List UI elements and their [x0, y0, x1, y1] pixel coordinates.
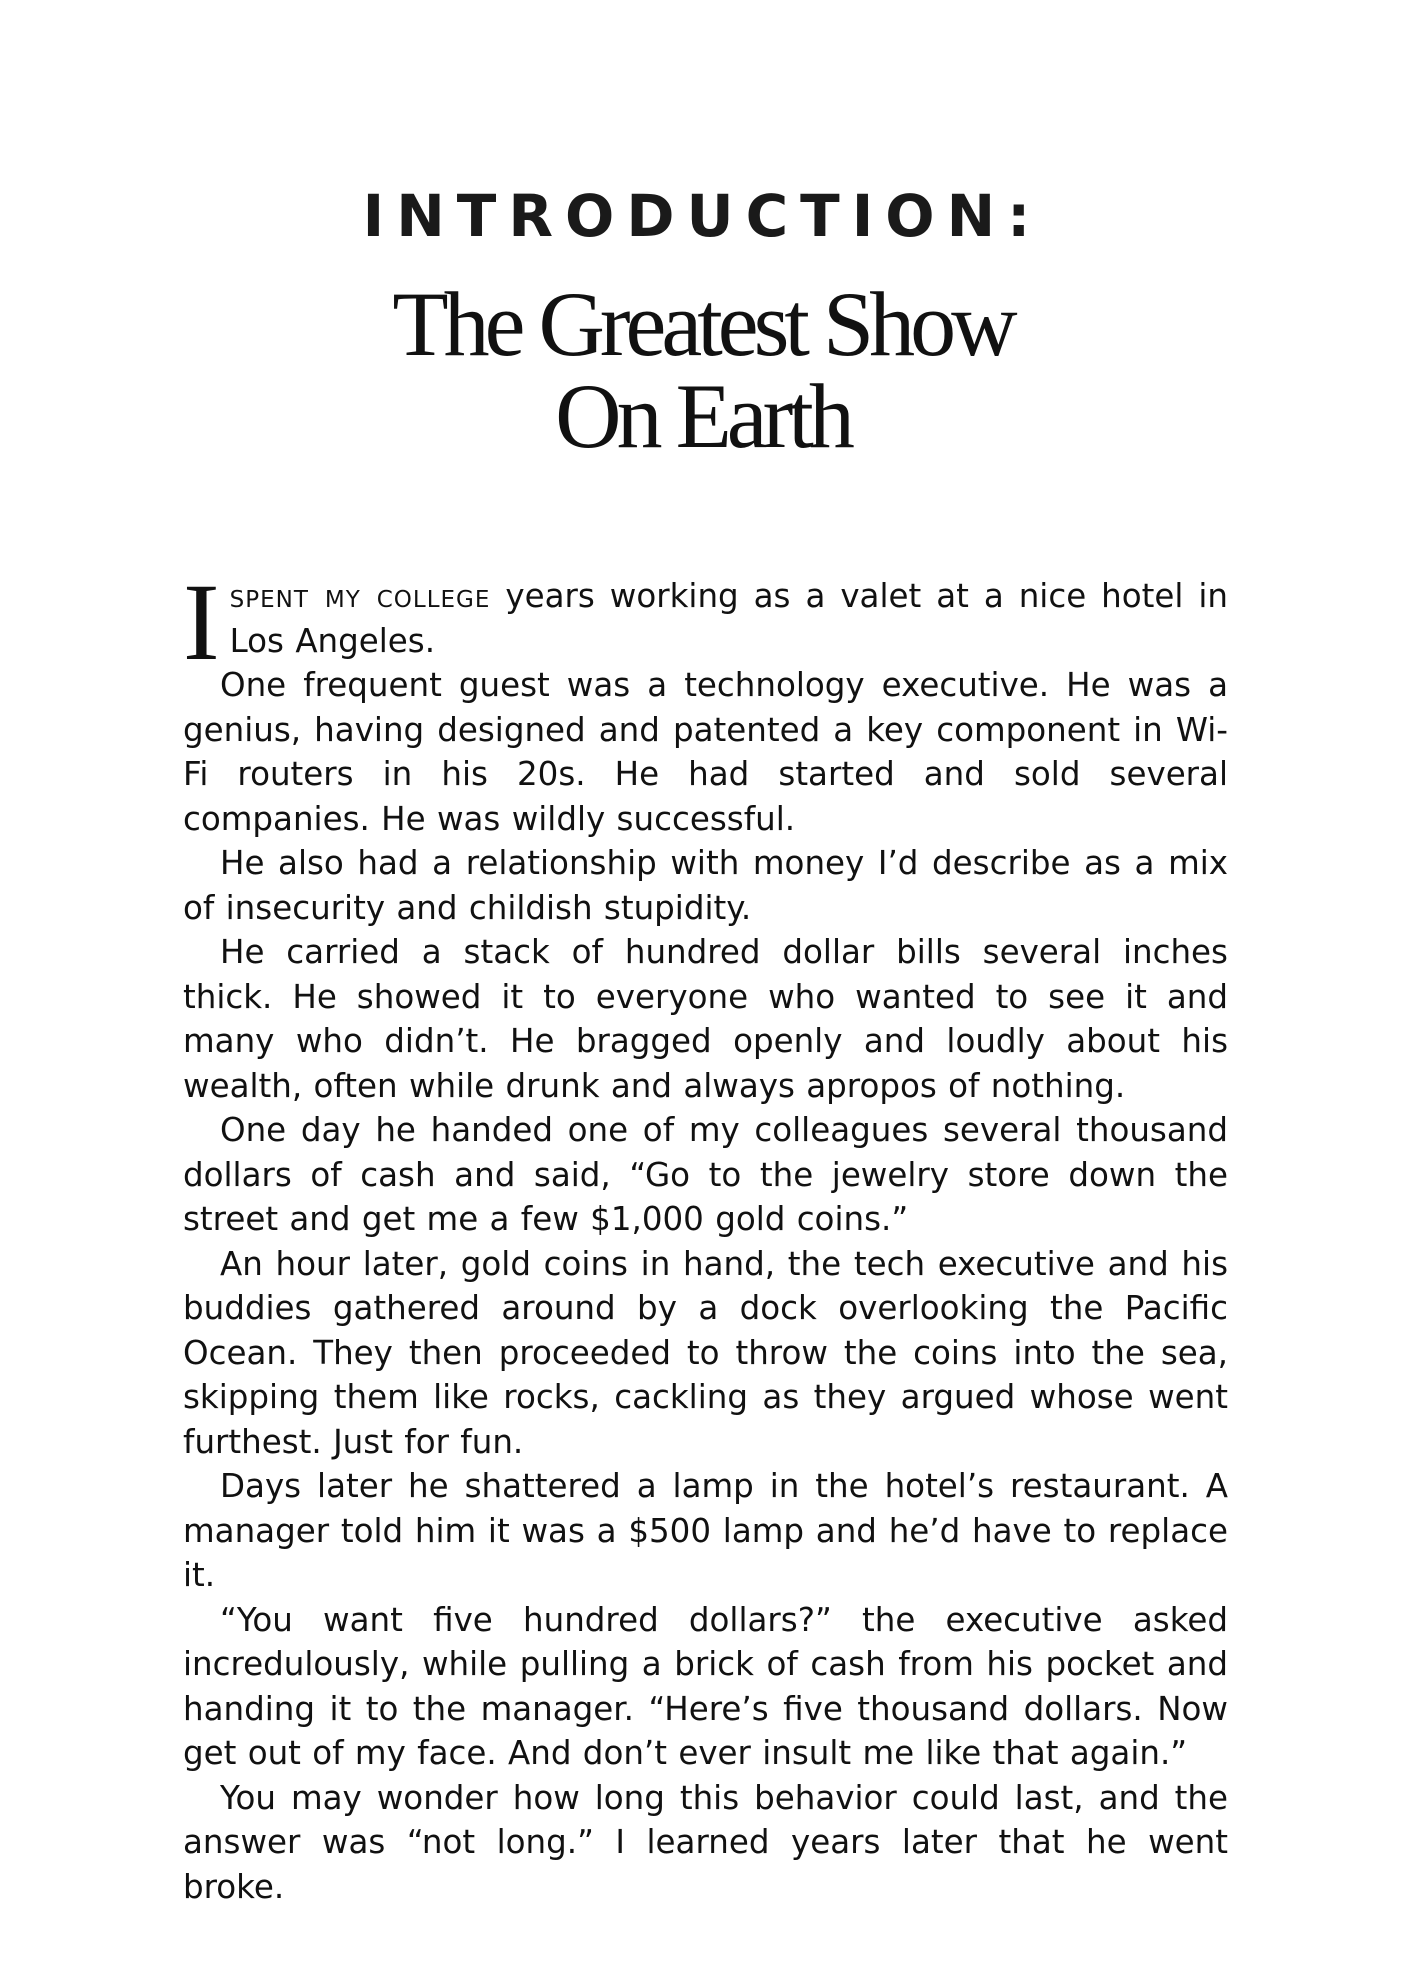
paragraph-1-text: years working as a valet at a nice hotel in Los Angeles. [229, 577, 1228, 660]
paragraph-4: He carried a stack of hundred dollar bills several inches thick. He showed it to everyone who wanted to see it and many who didn’t. He bragged openly and loudly about his wealth, often while drunk and always apropos of nothing. [183, 933, 1228, 1105]
chapter-title-line-1: The Greatest Show [392, 273, 1013, 375]
paragraph-7: Days later he shattered a lamp in the hotel’s restaurant. A manager told him it was a $500 lamp and he’d have to replace it. [183, 1467, 1228, 1594]
chapter-label: INTRODUCTION: [362, 182, 1043, 250]
opening-small-caps: spent my college [229, 577, 491, 615]
chapter-title-line-2: On Earth [555, 365, 850, 467]
drop-cap: I [183, 561, 220, 683]
paragraph-2: One frequent guest was a technology executive. He was a genius, having designed and patented a key component in Wi-Fi routers in his 20s. He had started and sold several companies. He was wildly successful. [183, 666, 1228, 838]
paragraph-1 [183, 561, 1228, 683]
paragraph-6: An hour later, gold coins in hand, the tech executive and his buddies gathered around by a dock overlooking the Pacific Ocean. They then proceeded to throw the coins into the sea, skipping them like rocks, cackling as they argued whose went furthest. Just for fun. [183, 1244, 1228, 1461]
paragraph-9: You may wonder how long this behavior could last, and the answer was “not long.” I learned years later that he went broke. [183, 1778, 1228, 1906]
paragraph-5: One day he handed one of my colleagues several thousand dollars of cash and said, “Go to the jewelry store down the street and get me a few $1,000 gold coins.” [183, 1111, 1228, 1238]
paragraph-8: “You want five hundred dollars?” the executive asked incredulously, while pulling a brick of cash from his pocket and handing it to the manager. “Here’s five thousand dollars. Now get out of my face. And don’t ever insult me like that again.” [183, 1600, 1228, 1772]
body-text [183, 561, 1228, 1909]
chapter-title [0, 273, 1405, 467]
paragraph-3: He also had a relationship with money I’d describe as a mix of insecurity and childish stupidity. [183, 844, 1228, 927]
